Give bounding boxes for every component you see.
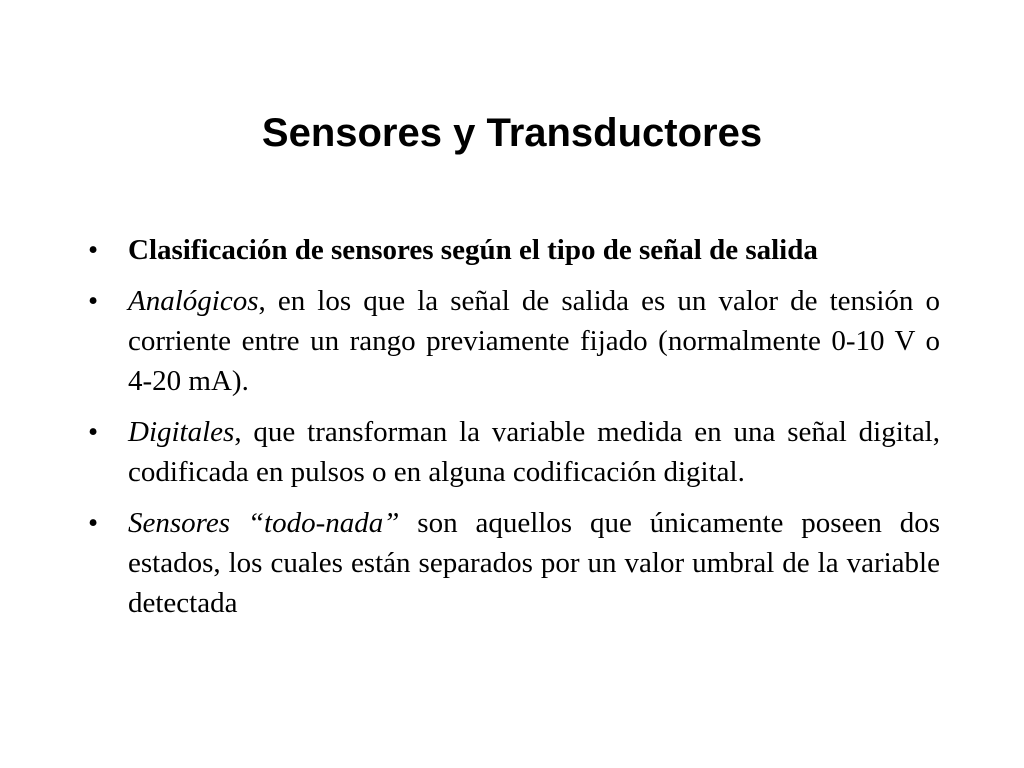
bullet-text [128, 503, 940, 623]
bullet-dot-icon: • [88, 234, 99, 266]
slide-title: Sensores y Transductores [261, 111, 763, 155]
bullet-item-analog [82, 281, 940, 401]
bullet-dot-icon: • [88, 416, 99, 448]
bullet-item-on-off [82, 503, 940, 623]
bullet-lead-term: Sensores “todo-nada” [128, 507, 400, 539]
bullet-text [128, 281, 940, 401]
bullet-description: , en los que la señal de salida es un valor de tensión o corriente entre un rango previamente fijado (normalmente 0-10 V o 4-20 mA). [128, 285, 940, 397]
bullet-dot-icon: • [88, 507, 99, 539]
bullet-list [82, 230, 940, 634]
bullet-text [128, 412, 940, 492]
bullet-lead-term: Digitales [128, 416, 235, 448]
bullet-description: son aquellos que únicamente poseen dos estados, los cuales están separados por un valor umbral de la variable detectada [128, 507, 940, 619]
bullet-text: Clasificación de sensores según el tipo de señal de salida [128, 234, 818, 266]
bullet-item-classification [82, 230, 940, 270]
bullet-item-digital [82, 412, 940, 492]
bullet-dot-icon: • [88, 285, 99, 317]
bullet-lead-term: Analógicos [128, 285, 259, 317]
bullet-description: , que transforman la variable medida en una señal digital, codificada en pulsos o en alguna codificación digital. [128, 416, 940, 488]
